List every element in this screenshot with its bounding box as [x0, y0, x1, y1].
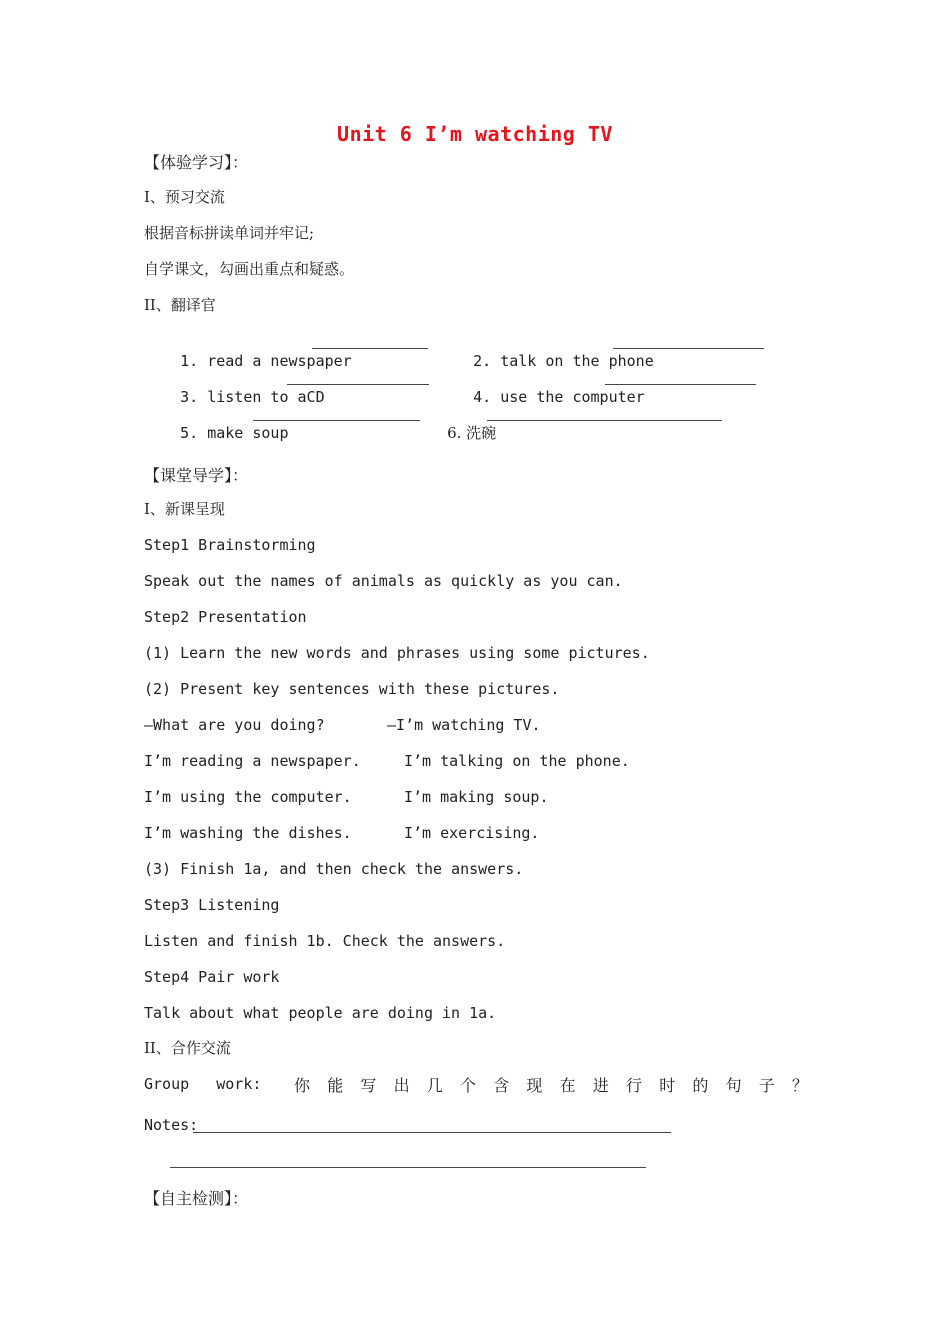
notes-label: Notes:	[144, 1116, 199, 1134]
answer-blank[interactable]	[487, 420, 722, 421]
part-title-new-lesson: I、新课呈现	[144, 500, 225, 518]
question-char: 进	[592, 1076, 609, 1095]
translate-item-label: 1. read a newspaper	[180, 352, 352, 370]
question-char: 的	[692, 1076, 709, 1095]
question-char: 你	[294, 1076, 311, 1095]
step3-title: Step3 Listening	[144, 896, 280, 914]
dialog-left: —What are you doing?	[144, 716, 325, 734]
question-char: 写	[360, 1076, 377, 1095]
step3-text: Listen and finish 1b. Check the answers.	[144, 932, 506, 950]
step4-text: Talk about what people are doing in 1a.	[144, 1004, 497, 1022]
dialog-left: I’m using the computer.	[144, 788, 352, 806]
section-header-self-check: 【自主检测】：	[144, 1189, 249, 1208]
question-char: 行	[626, 1076, 643, 1095]
question-char: 句	[725, 1076, 742, 1095]
dialog-left: I’m reading a newspaper.	[144, 752, 361, 770]
question-char: 现	[526, 1076, 543, 1095]
question-char: 个	[460, 1076, 477, 1095]
answer-blank[interactable]	[613, 348, 764, 349]
translate-item-label: 6. 洗碗	[447, 424, 497, 442]
question-char: 几	[426, 1076, 443, 1095]
translate-item-6	[428, 403, 496, 463]
part-title-translator: II、翻译官	[144, 296, 216, 314]
question-char: 出	[393, 1076, 410, 1095]
step2-item-2: (2) Present key sentences with these pictures.	[144, 680, 560, 698]
part-title-preview: I、预习交流	[144, 188, 225, 206]
dialog-right: —I’m watching TV.	[387, 716, 541, 734]
step4-title: Step4 Pair work	[144, 968, 280, 986]
step1-title: Step1 Brainstorming	[144, 536, 316, 554]
page-title: Unit 6 I’m watching TV	[337, 122, 613, 146]
notes-line[interactable]	[170, 1167, 646, 1168]
part-title-cooperation: II、合作交流	[144, 1039, 231, 1057]
question-char: 在	[559, 1076, 576, 1095]
step2-title: Step2 Presentation	[144, 608, 307, 626]
answer-blank[interactable]	[312, 348, 428, 349]
dialog-left: I’m washing the dishes.	[144, 824, 352, 842]
section-header-experience: 【体验学习】：	[144, 153, 249, 172]
translate-item-label: 5. make soup	[180, 424, 289, 442]
step2-item-1: (1) Learn the new words and phrases using some pictures.	[144, 644, 650, 662]
question-char: 含	[493, 1076, 510, 1095]
dialog-right: I’m talking on the phone.	[404, 752, 630, 770]
question-char: 时	[659, 1076, 676, 1095]
translate-item-label: 3. listen to aCD	[180, 388, 325, 406]
step1-text: Speak out the names of animals as quickly as you can.	[144, 572, 623, 590]
notes-line[interactable]	[193, 1132, 671, 1133]
dialog-right: I’m making soup.	[404, 788, 549, 806]
answer-blank[interactable]	[287, 384, 429, 385]
group-work-label: Group work:	[144, 1075, 262, 1093]
translate-item-5	[144, 403, 289, 463]
task-self-study: 自学课文，勾画出重点和疑惑。	[144, 260, 355, 278]
question-char: 子	[758, 1076, 775, 1095]
task-spelling: 根据音标拼读单词并牢记;	[144, 224, 315, 242]
section-header-classroom: 【课堂导学】：	[144, 466, 249, 485]
answer-blank[interactable]	[605, 384, 756, 385]
question-char: 能	[327, 1076, 344, 1095]
translate-item-label: 4. use the computer	[473, 388, 645, 406]
answer-blank[interactable]	[253, 420, 420, 421]
translate-item-label: 2. talk on the phone	[473, 352, 654, 370]
dialog-right: I’m exercising.	[404, 824, 540, 842]
step2-item-3: (3) Finish 1a, and then check the answers.	[144, 860, 524, 878]
question-char: ？	[792, 1076, 809, 1095]
